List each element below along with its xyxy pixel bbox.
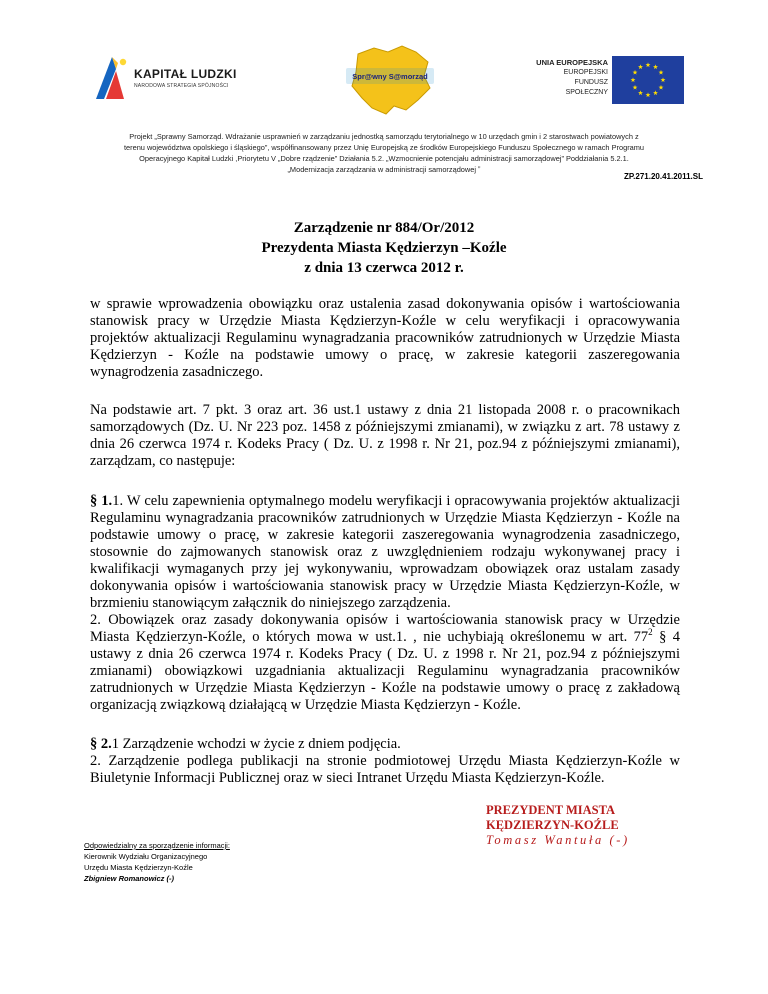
legal-basis-paragraph: Na podstawie art. 7 pkt. 3 oraz art. 36 ust.1 ustawy z dnia 21 listopada 2008 r. o pracownikach samorządowych (Dz. U. Nr 223 poz. 1458 z późniejszymi zmianami), w związku z art. 78 ustawy z dnia 26 czerwca 1974 r. Kodeks Pracy ( Dz. U. z 1998 r. Nr 21, poz.94 z późniejszymi zmianami), zarządzam, co następuje: [90,402,680,469]
document-title [0,218,768,278]
section-2-point-1-text: 1 Zarządzenie wchodzi w życie z dniem podjęcia. [111,736,401,752]
reference-number: ZP.271.20.41.2011.SL [623,172,703,181]
kapital-ludzki-title: KAPITAŁ LUDZKI [134,67,237,81]
subject-paragraph: w sprawie wprowadzenia obowiązku oraz ustalenia zasad dokonywania opisów i wartościowania stanowisk pracy w Urzędzie Miasta Kędzierzyn-Koźle w celu weryfikacji i opracowywania projektów aktualizacji Regulaminu wynagradzania pracowników zatrudnionych w Urzędzie Miasta Kędzierzyn - Koźle na podstawie umowy o pracę, w zakresie kategorii zaszeregowania wynagrodzenia zasadniczego. [90,296,680,380]
kapital-ludzki-logo [94,55,254,105]
sprawny-samorzad-text: Spr@wny S@morząd [352,72,428,81]
title-line1: Zarządzenie nr 884/Or/2012 [293,220,475,236]
eu-line1: UNIA EUROPEJSKA [536,58,608,67]
section-2-point-1 [90,736,680,753]
section-2 [90,736,680,787]
eu-line3: FUNDUSZ SPOŁECZNY [565,79,608,96]
section-2-point-2: 2. Zarządzenie podlega publikacji na stronie podmiotowej Urzędu Miasta Kędzierzyn-Koźle w Biuletynie Informacji Publicznej oraz w sieci Intranet Urzędu Miasta Kędzierzyn-Koźle. [90,753,680,786]
responsible-block [84,840,230,884]
responsible-name: Zbigniew Romanowicz (-) [84,874,174,883]
eu-logo [534,56,684,106]
responsible-line1: Kierownik Wydziału Organizacyjnego [84,852,208,861]
title-line2: Prezydenta Miasta Kędzierzyn –Koźle [261,240,507,256]
section-1-point-1 [90,493,680,612]
project-line2: terenu województwa opolskiego i śląskiego”, współfinansowany przez Unię Europejską ze środków Europejskiego Funduszu Społecznego w ramach Programu [123,143,645,152]
signature-block [486,803,630,848]
section-1-superscript: 2 [648,627,653,638]
signature-line2: KĘDZIERZYN-KOŹLE [486,818,619,832]
section-1-point-1-text: 1. W celu zapewnienia optymalnego modelu weryfikacji i opracowywania projektów aktualizacji Regulaminu wynagradzania pracowników zatrudnionych w Urzędzie Miasta Kędzierzyn - Koźle na podstawie umowy o pracę, w zakresie kategorii zaszeregowania wynagrodzenia zasadniczego, stosownie do zajmowanych stanowisk oraz z uwzględnieniem rodzaju wykonywanej pracy i kwalifikacji wymaganych przy jej wykonywaniu, wprowadzam obowiązek oraz ustalam zasady dokonywania opisów i wartościowania stanowisk pracy w Urzędzie Miasta Kędzierzyn-Koźle, w brzmieniu stanowiącym załącznik do niniejszego zarządzenia. [90,493,681,611]
eu-flag-icon [612,56,684,104]
project-line1: Projekt „Sprawny Samorząd. Wdrażanie usprawnień w zarządzaniu jednostką samorządu terytorialnego w 10 urzędach gmin i 2 starostwach powiatowych z [129,132,639,141]
responsible-line2: Urzędu Miasta Kędzierzyn-Koźle [84,863,193,872]
logo-bar [84,40,684,120]
project-line3: Operacyjnego Kapitał Ludzki ,Priorytetu V „Dobre rządzenie” Działania 5.2. „Wzmocnienie potencjału administracji samorządowej” Poddziałania 5.2.1. [139,154,629,163]
eu-text [534,58,608,98]
title-line3: z dnia 13 czerwca 2012 r. [304,260,464,276]
section-1 [90,493,680,714]
section-2-mark: § 2. [90,736,112,752]
project-line4: „Modernizacja zarządzania w administracji samorządowej ˮ [287,165,481,174]
signature-line1: PREZYDENT MIASTA [486,803,616,817]
eu-line2: EUROPEJSKI [563,69,608,76]
kapital-ludzki-emblem-icon [94,55,130,99]
section-1-point-2 [90,612,680,714]
section-1-point-2-text-b: § 4 ustawy z dnia 26 czerwca 1974 r. Kodeks Pracy ( Dz. U. z 1998 r. Nr 21, poz.94 z późniejszymi zmianami) obowiązkowi uzgadniania aktualizacji Regulaminu wynagradzania pracowników zatrudnionych w Urzędzie Miasta Kędzierzyn - Koźle na podstawie umowy o pracę z zakładową organizacją związkową działającą w Urzędzie Miasta Kędzierzyn - Koźle. [90,629,681,713]
signature-name: Tomasz Wantuła (-) [486,833,630,847]
project-info [70,131,698,175]
section-1-point-2-text-a: 2. Obowiązek oraz zasady dokonywania opisów i wartościowania stanowisk pracy w Urzędzie Miasta Kędzierzyn-Koźle, o których mowa w ust.1. , nie uchybiają określonemu w art. 77 [90,612,680,645]
sprawny-samorzad-logo [340,40,440,120]
responsible-label: Odpowiedzialny za sporządzenie informacji: [84,841,230,850]
section-1-mark: § 1. [90,493,113,509]
kapital-ludzki-subtitle: NARODOWA STRATEGIA SPÓJNOŚCI [134,83,229,89]
